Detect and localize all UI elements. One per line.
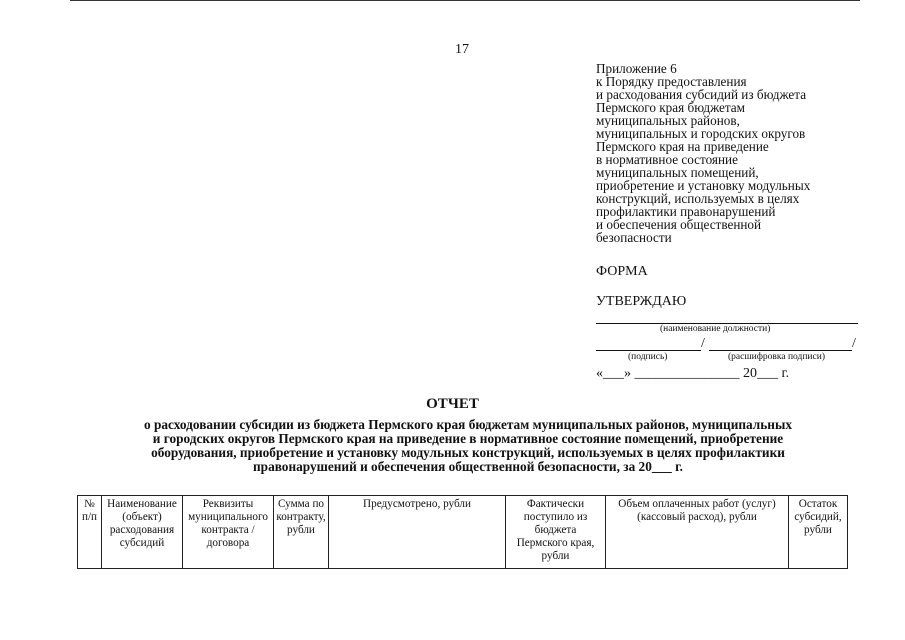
report-title: ОТЧЕТ xyxy=(426,396,479,412)
col-name-header: Наименование (объект) расходования субсидий xyxy=(102,496,183,569)
appendix-line: и расходования субсидий из бюджета xyxy=(596,87,807,102)
appendix-line: приобретение и установку модульных xyxy=(596,178,811,193)
col-number-header: № п/п xyxy=(78,496,102,569)
col-received-header: Фактически поступило из бюджета Пермского края, рубли xyxy=(506,496,606,569)
signature-caption: (подпись) xyxy=(628,352,668,362)
appendix-line: Приложение 6 xyxy=(596,61,677,76)
table-header-row xyxy=(78,496,848,569)
appendix-line: и обеспечения общественной xyxy=(596,217,762,232)
appendix-line: Пермского края бюджетам xyxy=(596,100,746,115)
col-remainder-header: Остаток субсидий, рубли xyxy=(789,496,848,569)
report-subtitle xyxy=(78,418,858,474)
col-planned-header: Предусмотрено, рубли xyxy=(329,496,506,569)
decoding-caption: (расшифровка подписи) xyxy=(728,352,825,362)
col-paid-header: Объем оплаченных работ (услуг) (кассовый расход), рубли xyxy=(606,496,789,569)
signature-slash: / xyxy=(701,336,705,351)
appendix-line: безопасности xyxy=(596,230,672,245)
signature-line xyxy=(596,350,701,351)
approval-date-line: «___» _______________ 20___ г. xyxy=(596,366,790,381)
col-sum-header: Сумма по контракту, рубли xyxy=(274,496,329,569)
report-table xyxy=(77,495,848,569)
appendix-line: конструкций, используемых в целях xyxy=(596,191,800,206)
appendix-line: муниципальных районов, xyxy=(596,113,740,128)
subtitle-line: и городских округов Пермского края на приведение в нормативное состояние помещений, приобретение xyxy=(152,431,784,446)
form-label: ФОРМА xyxy=(596,264,648,279)
decoding-slash: / xyxy=(852,336,856,351)
col-contract-header: Реквизиты муниципального контракта / договора xyxy=(183,496,274,569)
appendix-line: к Порядку предоставления xyxy=(596,74,747,89)
page-top-border xyxy=(70,0,860,1)
decoding-line xyxy=(709,350,852,351)
page-number: 17 xyxy=(455,42,469,57)
appendix-line: Пермского края на приведение xyxy=(596,139,769,154)
appendix-line: профилактики правонарушений xyxy=(596,204,776,219)
approve-label: УТВЕРЖДАЮ xyxy=(596,294,687,309)
appendix-line: муниципальных помещений, xyxy=(596,165,759,180)
appendix-line: муниципальных и городских округов xyxy=(596,126,806,141)
position-caption: (наименование должности) xyxy=(660,324,771,334)
appendix-line: в нормативное состояние xyxy=(596,152,738,167)
subtitle-line: о расходовании субсидии из бюджета Пермского края бюджетам муниципальных районов, муниципальных xyxy=(144,417,792,432)
subtitle-line: правонарушений и обеспечения общественной безопасности, за 20___ г. xyxy=(253,459,683,474)
subtitle-line: оборудования, приобретение и установку модульных конструкций, используемых в целях профилактики xyxy=(151,445,785,460)
appendix-block xyxy=(596,62,896,244)
